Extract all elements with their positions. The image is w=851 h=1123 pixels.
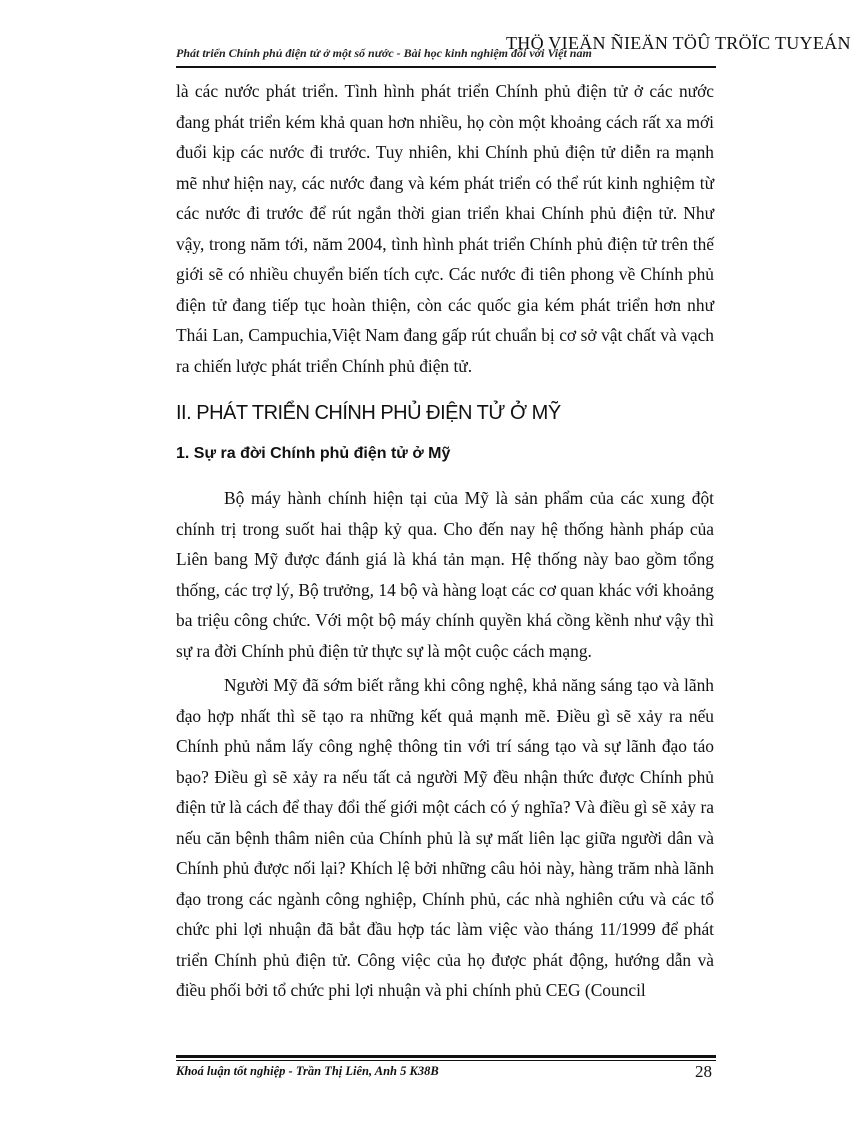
body-paragraph: Bộ máy hành chính hiện tại của Mỹ là sản phẩm của các xung đột chính trị trong suốt hai thập kỷ qua. Cho đến nay hệ thống hành pháp của Liên bang Mỹ được đánh giá là khá tản mạn. Hệ thống này bao gồm tổng thống, các trợ lý, Bộ trưởng, 14 bộ và hàng loạt các cơ quan khác với khoảng ba triệu công chức. Với một bộ máy chính quyền khá cồng kềnh như vậy thì sự ra đời Chính phủ điện tử thực sự là một cuộc cách mạng. xyxy=(176,488,714,661)
page-header xyxy=(176,30,851,68)
library-watermark: THÖ VIEÄN ÑIEÄN TÖÛ TRÖÏC TUYEÁN xyxy=(506,33,851,53)
body-paragraph: là các nước phát triển. Tình hình phát triển Chính phủ điện tử ở các nước đang phát triển kém khả quan hơn nhiều, họ còn một khoảng cách rất xa mới đuổi kịp các nước đi trước. Tuy nhiên, khi Chính phủ điện tử diễn ra mạnh mẽ như hiện nay, các nước đang và kém phát triển có thể rút kinh nghiệm từ các nước đi trước để rút ngắn thời gian triển khai Chính phủ điện tử. Như vậy, trong năm tới, năm 2004, tình hình phát triển Chính phủ điện tử trên thế giới sẽ có nhiều chuyển biến tích cực. Các nước đi tiên phong về Chính phủ điện tử đang tiếp tục hoàn thiện, còn các quốc gia kém phát triển hơn như Thái Lan, Campuchia,Việt Nam đang gấp rút chuẩn bị cơ sở vật chất và vạch ra chiến lược phát triển Chính phủ điện tử. xyxy=(176,81,714,376)
page-body xyxy=(176,76,714,1006)
footer-author-line: Khoá luận tốt nghiệp - Trần Thị Liên, Anh 5 K38B xyxy=(176,1064,439,1078)
footer-rule-thick xyxy=(176,1055,716,1058)
subsection-heading: 1. Sự ra đời Chính phủ điện tử ở Mỹ xyxy=(176,445,451,462)
page-footer xyxy=(176,1050,716,1090)
page-number: 28 xyxy=(695,1062,712,1081)
section-heading: II. PHÁT TRIỂN CHÍNH PHỦ ĐIỆN TỬ Ở MỸ xyxy=(176,402,561,424)
footer-rule-thin xyxy=(176,1060,716,1061)
header-rule xyxy=(176,66,716,68)
body-paragraph: Người Mỹ đã sớm biết rằng khi công nghệ, khả năng sáng tạo và lãnh đạo hợp nhất thì sẽ tạo ra những kết quả mạnh mẽ. Điều gì sẽ xảy ra nếu Chính phủ nắm lấy công nghệ thông tin với trí sáng tạo và sự lãnh đạo táo bạo? Điều gì sẽ xảy ra nếu tất cả người Mỹ đều nhận thức được Chính phủ điện tử là cách để thay đổi thế giới một cách có ý nghĩa? Và điều gì sẽ xảy ra nếu căn bệnh thâm niên của Chính phủ là sự mất liên lạc giữa người dân và Chính phủ được nối lại? Khích lệ bởi những câu hỏi này, hàng trăm nhà lãnh đạo trong các ngành công nghiệp, Chính phủ, các nhà nghiên cứu và các tổ chức phi lợi nhuận đã bắt đầu hợp tác làm việc vào tháng 11/1999 để phát triển Chính phủ điện tử. Công việc của họ được phát động, hướng dẫn và điều phối bởi tổ chức phi lợi nhuận và phi chính phủ CEG (Council xyxy=(176,675,714,1000)
running-title: Phát triển Chính phủ điện tử ở một số nước - Bài học kinh nghiệm đối với Việt nam xyxy=(176,46,592,60)
